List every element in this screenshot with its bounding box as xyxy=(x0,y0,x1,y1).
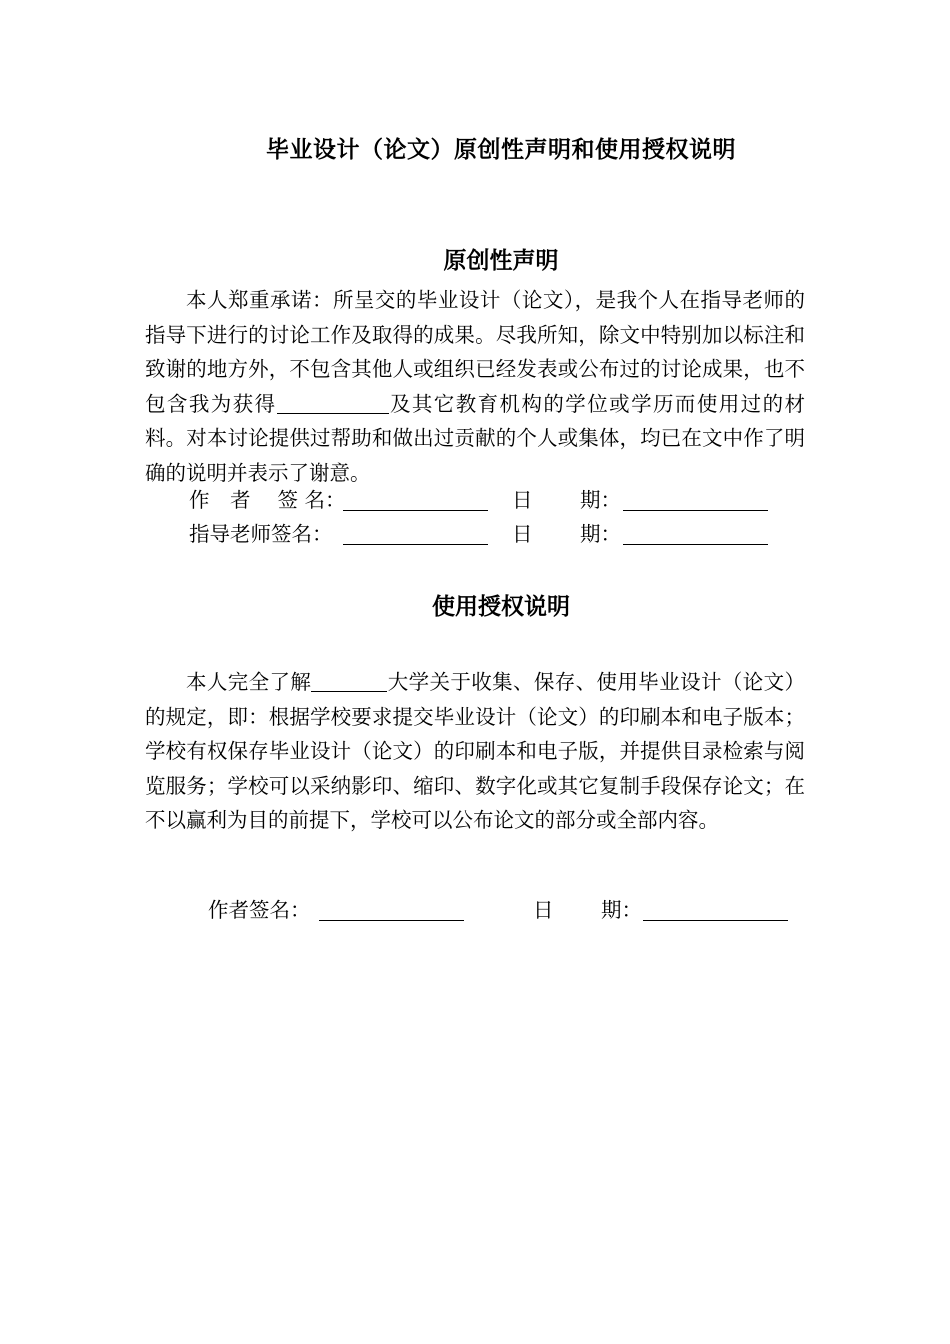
authorization-text-part2: 大学关于收集、保存、使用毕业设计（论文）的规定，即：根据学校要求提交毕业设计（论文）的印刷本和电子版本；学校有权保存毕业设计（论文）的印刷本和电子版，并提供目录检索与阅览服务；学校可以采纳影印、缩印、数字化或其它复制手段保存论文；在不以赢利为目的前提下，学校可以公布论文的部分或全部内容。 xyxy=(145,670,806,832)
authorization-text-part1: 本人完全了解 xyxy=(186,670,312,694)
originality-text-part1: 本人郑重承诺：所呈交的毕业设计（论文），是我个人在指导老师的指导下进行的讨论工作及取得的成果。尽我所知，除文中特别加以标注和致谢的地方外，不包含其他人或组织已经发表或公布过的讨论成果，也不包含我为获得 xyxy=(145,288,805,416)
advisor-signature-label: 指导老师签名： xyxy=(189,522,333,546)
advisor-signature-row xyxy=(0,519,950,549)
university-blank[interactable] xyxy=(311,671,387,693)
author-date-field[interactable] xyxy=(623,510,768,511)
author-signature-row xyxy=(0,485,950,515)
authorization-heading: 使用授权说明 xyxy=(432,594,570,620)
originality-heading: 原创性声明 xyxy=(443,248,559,274)
advisor-date-field[interactable] xyxy=(623,544,768,545)
authorization-date-field[interactable] xyxy=(643,920,788,921)
authorization-signature-row xyxy=(0,895,950,925)
degree-blank[interactable] xyxy=(277,392,389,414)
authorization-signature-field[interactable] xyxy=(319,920,464,921)
originality-statement xyxy=(145,283,805,490)
advisor-date-label: 日 期： xyxy=(512,522,622,546)
advisor-signature-field[interactable] xyxy=(343,544,488,545)
originality-text-part2: 及其它教育机构的学位或学历而使用过的材料。对本讨论提供过帮助和做出过贡献的个人或集体，均已在文中作了明确的说明并表示了谢意。 xyxy=(145,391,806,485)
author-signature-label: 作 者 签 名： xyxy=(189,488,346,512)
authorization-signature-label: 作者签名： xyxy=(208,898,311,922)
author-date-label: 日 期： xyxy=(512,488,622,512)
authorization-date-label: 日 期： xyxy=(533,898,643,922)
author-signature-field[interactable] xyxy=(343,510,488,511)
authorization-statement xyxy=(145,665,805,838)
document-title: 毕业设计（论文）原创性声明和使用授权说明 xyxy=(266,137,736,163)
